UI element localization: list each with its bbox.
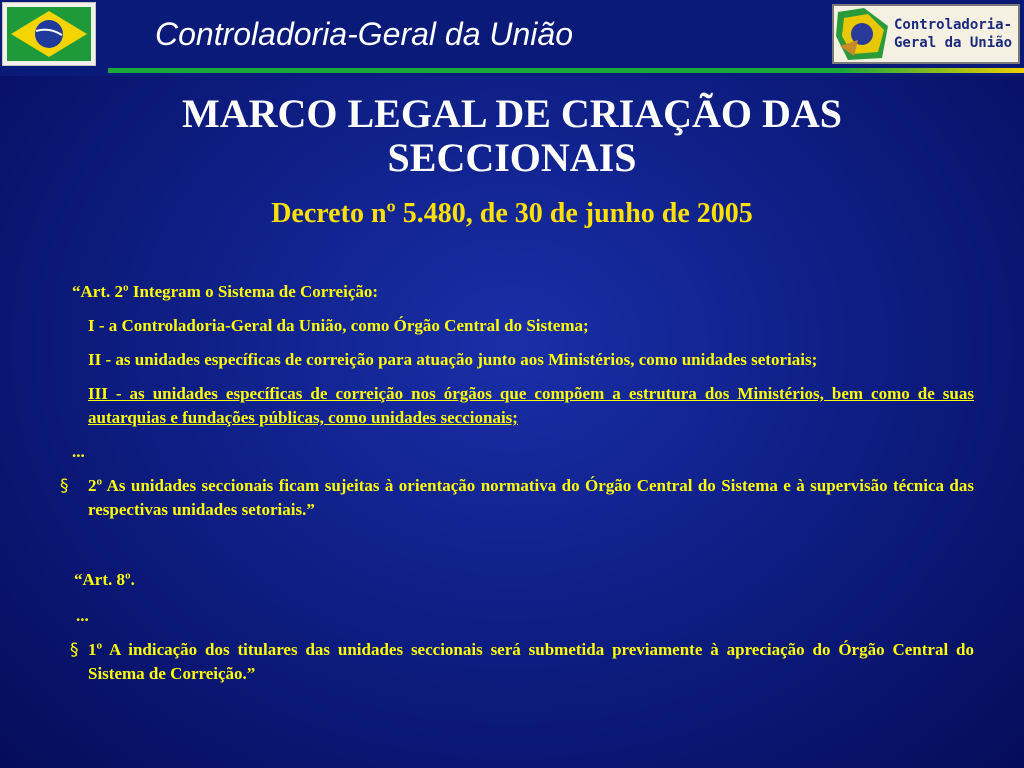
title-line-1: MARCO LEGAL DE CRIAÇÃO DAS xyxy=(181,91,843,136)
paragraph-2 xyxy=(60,474,974,522)
paragraph-2-text: 2º As unidades seccionais ficam sujeitas à orientação normativa do Órgão Central do Sistema e à supervisão técnica das respectivas unidades setoriais.” xyxy=(88,476,974,519)
item-1: I - a Controladoria-Geral da União, como Órgão Central do Sistema; xyxy=(88,316,589,335)
logo-text xyxy=(894,16,1020,52)
title-line-2: SECCIONAIS xyxy=(387,135,637,180)
header-title: Controladoria-Geral da União xyxy=(155,16,573,52)
section-symbol-1: § xyxy=(60,476,69,496)
logo-line-1: Controladoria- xyxy=(894,17,1013,33)
cgu-emblem-icon xyxy=(834,6,894,62)
header-bar xyxy=(0,0,1024,76)
brazil-flag-icon xyxy=(2,2,96,66)
page-title xyxy=(0,92,1024,180)
ellipsis-2: ... xyxy=(76,606,89,625)
logo-line-2: Geral da União xyxy=(894,35,1013,51)
decree-text xyxy=(60,280,974,686)
item-3 xyxy=(60,382,974,430)
paragraph-1 xyxy=(60,638,974,686)
item-2: II - as unidades específicas de correição para atuação junto aos Ministérios, como unidades setoriais; xyxy=(88,350,818,369)
cgu-logo xyxy=(832,4,1020,64)
yellow-divider xyxy=(840,68,1024,73)
article-2-heading: “Art. 2º Integram o Sistema de Correição: xyxy=(72,282,379,301)
item-3-text: III - as unidades específicas de correição nos órgãos que compõem a estrutura dos Ministérios, bem como de suas autarquias e fundações públicas, como unidades seccionais; xyxy=(88,384,974,427)
decree-subtitle: Decreto nº 5.480, de 30 de junho de 2005 xyxy=(271,198,753,229)
ellipsis-1: ... xyxy=(72,442,85,461)
paragraph-1-text: 1º A indicação dos titulares das unidades seccionais será submetida previamente à apreciação do Órgão Central do Sistema de Correição.” xyxy=(88,640,974,683)
section-symbol-2: § xyxy=(70,640,79,660)
article-8-heading: “Art. 8º. xyxy=(74,570,135,589)
